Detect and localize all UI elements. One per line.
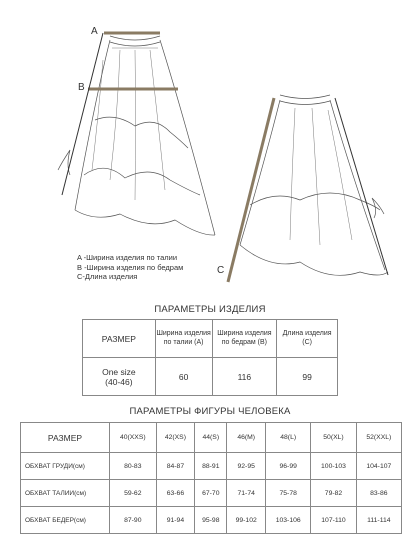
value-cell: 84-87 [156,453,195,480]
skirt-side-drawing [240,95,388,275]
header-cell: 42(XS) [156,423,195,453]
label-c: C [217,265,225,276]
table-row [83,320,338,358]
row-label: ОБХВАТ ТАЛИИ(см) [21,480,110,507]
table-row [21,423,402,453]
measure-line-c [228,98,274,282]
table-row [21,507,402,534]
value-cell: 92-95 [227,453,266,480]
header-cell: 46(M) [227,423,266,453]
header-cell: Длина изделия (C) [277,320,338,358]
size-range: (40-46) [105,376,133,387]
value-cell: 99 [277,358,338,396]
header-cell: 44(S) [195,423,227,453]
size-label: One size [102,366,136,377]
label-a: A [91,26,98,37]
header-cell: 48(L) [266,423,311,453]
value-cell: 83-86 [356,480,401,507]
table-row [21,453,402,480]
label-b: B [78,82,85,93]
legend-b: B -Ширина изделия по бедрам [77,262,184,272]
value-cell: 87-90 [110,507,157,534]
value-cell: 75-78 [266,480,311,507]
table-row [21,480,402,507]
value-cell: 99-102 [227,507,266,534]
header-cell: Ширина изделия по бедрам (B) [212,320,277,358]
table-row [83,358,338,396]
legend-c: C-Длина изделия [77,272,138,281]
figure-params-table [20,422,402,534]
value-cell: 80-83 [110,453,157,480]
header-cell: РАЗМЕР [21,423,110,453]
value-cell: 91-94 [156,507,195,534]
value-cell: 103-106 [266,507,311,534]
header-cell: РАЗМЕР [83,320,156,358]
value-cell: 95-98 [195,507,227,534]
value-cell: 100-103 [311,453,356,480]
value-cell: 111-114 [356,507,401,534]
value-cell: 71-74 [227,480,266,507]
value-cell: 67-70 [195,480,227,507]
legend-a: A -Ширина изделия по талии [77,253,178,262]
product-params-table [82,319,338,396]
value-cell: 59-62 [110,480,157,507]
value-cell: 88-91 [195,453,227,480]
row-label: ОБХВАТ БЕДЕР(см) [21,507,110,534]
value-cell: 79-82 [311,480,356,507]
product-params-title: ПАРАМЕТРЫ ИЗДЕЛИЯ [154,304,266,315]
header-cell: 50(XL) [311,423,356,453]
value-cell: 63-66 [156,480,195,507]
row-label: ОБХВАТ ГРУДИ(см) [21,453,110,480]
skirt-front-drawing [58,36,215,235]
value-cell: 116 [212,358,277,396]
header-cell: 52(XXL) [356,423,401,453]
header-cell: 40(XXS) [110,423,157,453]
size-cell [83,358,156,396]
figure-params-title: ПАРАМЕТРЫ ФИГУРЫ ЧЕЛОВЕКА [129,406,291,417]
value-cell: 104-107 [356,453,401,480]
header-cell: Ширина изделия по талии (A) [155,320,212,358]
measurement-legend [77,253,183,282]
value-cell: 107-110 [311,507,356,534]
value-cell: 96-99 [266,453,311,480]
value-cell: 60 [155,358,212,396]
